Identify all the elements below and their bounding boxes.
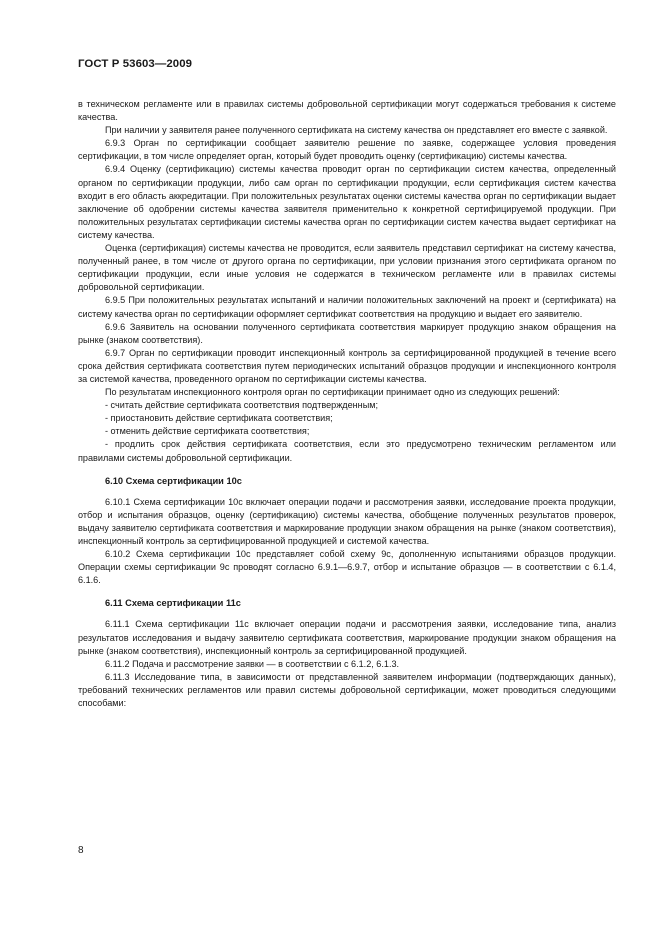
- document-header: ГОСТ Р 53603—2009: [78, 58, 193, 70]
- paragraph-6-10-1: 6.10.1 Схема сертификации 10с включает операции подачи и рассмотрения заявки, исследование проекта продукции, отбор и испытания образцов, оценку (сертификацию) системы качества, обобщение полученных результатов проверок, выдачу заявителю сертификата соответствия и маркирование продукции знаком обращения на рынке (знаком соответствия), инспекционный контроль за сертифицированной продукцией и системой качества.: [78, 496, 616, 546]
- document-body: [78, 98, 616, 710]
- section-heading-6-10: 6.10 Схема сертификации 10с: [105, 475, 242, 486]
- list-item: - считать действие сертификата соответствия подтвержденным;: [105, 400, 379, 411]
- paragraph: По результатам инспекционного контроля орган по сертификации принимает одно из следующих решений:: [105, 387, 560, 398]
- paragraph-6-11-3: 6.11.3 Исследование типа, в зависимости от представленной заявителем информации (подтверждающих данных), требований технических регламентов или правил системы добровольной сертификации, может проводиться следующими способами:: [78, 671, 616, 709]
- paragraph-6-9-6: 6.9.6 Заявитель на основании полученного сертификата соответствия маркирует продукцию знаком обращения на рынке (знаком соответствия).: [78, 321, 616, 345]
- list-item: - отменить действие сертификата соответствия;: [105, 426, 310, 437]
- paragraph-6-9-5: 6.9.5 При положительных результатах испытаний и наличии положительных заключений на проект и (сертификата) на систему качества орган по сертификации оформляет сертификат соответствия на продукцию и выдает его заявителю.: [78, 295, 616, 319]
- paragraph-6-9-7: 6.9.7 Орган по сертификации проводит инспекционный контроль за сертифицированной продукцией в течение всего срока действия сертификата соответствия путем периодических испытаний образцов продукции и инспекционного контроля за системой качества, проведенного органом по сертификации системы качества.: [78, 347, 616, 384]
- paragraph-6-9-3: 6.9.3 Орган по сертификации сообщает заявителю решение по заявке, содержащее условия проведения сертификации, в том числе определяет орган, который будет проводить оценку (сертификацию) системы качества.: [78, 138, 616, 162]
- paragraph-6-11-2: 6.11.2 Подача и рассмотрение заявки — в соответствии с 6.1.2, 6.1.3.: [105, 658, 400, 669]
- page-number: 8: [78, 845, 84, 856]
- paragraph-6-10-2: 6.10.2 Схема сертификации 10с представляет собой схему 9с, дополненную испытаниями образцов продукции. Операции схемы сертификации 9с проводят согласно 6.9.1—6.9.7, отбор и испытание образцов — в соответствии с 6.1.4, 6.1.6.: [78, 549, 616, 586]
- paragraph: Оценка (сертификация) системы качества не проводится, если заявитель представил сертификат на систему качества, полученный ранее, в том числе от другого органа по сертификации, при условии признания этого сертификата органом по сертификации продукции, если иные условия не содержатся в техническом регламенте или в правилах системы добровольной сертификации.: [78, 243, 616, 293]
- paragraph-6-9-4: 6.9.4 Оценку (сертификацию) системы качества проводит орган по сертификации систем качества, определенный органом по сертификации продукции, либо сам орган по сертификации продукции, если сертификация систем качества входит в его область аккредитации. При положительных результатах оценки системы качества орган по сертификации выдает заключение об одобрении системы качества заявителя применительно к конкретной сертифицируемой продукции. При положительных результатах сертификации системы качества орган по сертификации систем качества выдает сертификат на систему качества.: [78, 164, 616, 240]
- paragraph: в техническом регламенте или в правилах системы добровольной сертификации могут содержаться требования к системе качества.: [78, 99, 616, 123]
- paragraph-6-11-1: 6.11.1 Схема сертификации 11с включает операции подачи и рассмотрения заявки, исследование типа, анализ результатов исследования и выдачу заявителю сертификата соответствия, маркирование продукции знаком обращения на рынке (знаком соответствия), инспекционный контроль за сертифицированной продукцией.: [78, 619, 616, 656]
- paragraph: При наличии у заявителя ранее полученного сертификата на систему качества он представляет его вместе с заявкой.: [105, 125, 608, 136]
- section-heading-6-11: 6.11 Схема сертификации 11с: [105, 598, 241, 609]
- list-item: - приостановить действие сертификата соответствия;: [105, 413, 333, 424]
- list-item: - продлить срок действия сертификата соответствия, если это предусмотрено техническим регламентом или правилами системы добровольной сертификации.: [78, 439, 616, 463]
